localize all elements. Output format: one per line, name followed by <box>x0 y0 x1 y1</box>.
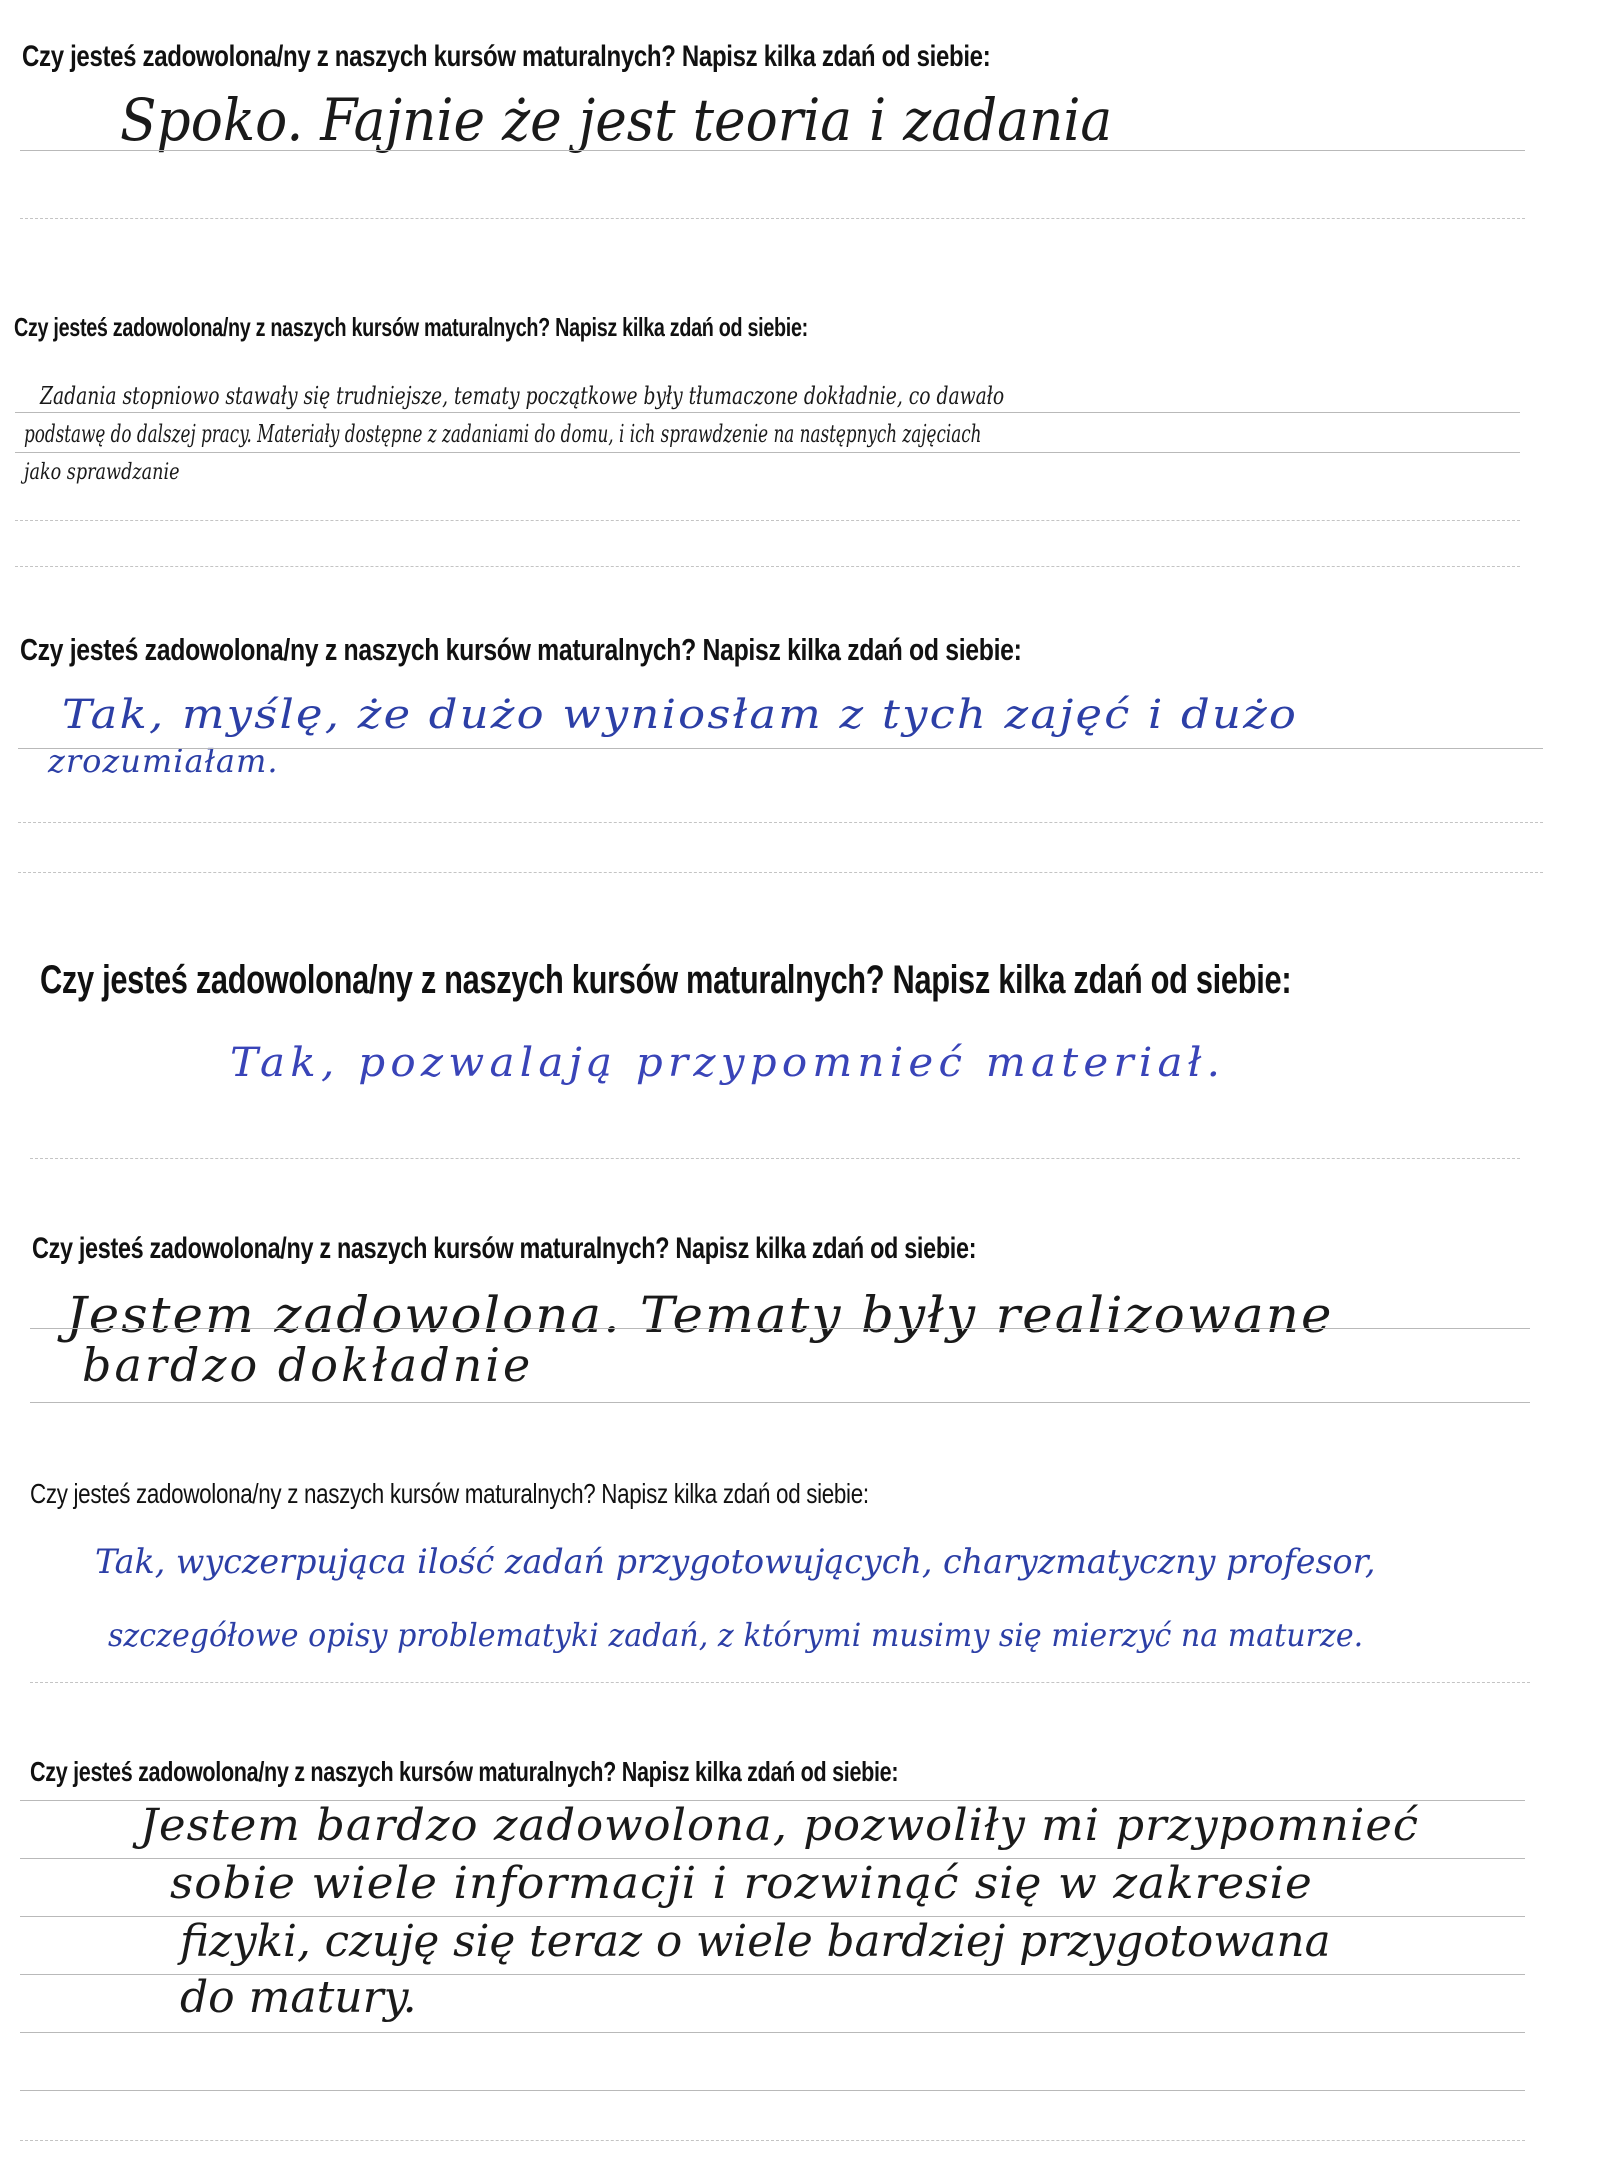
feedback-card-2 <box>0 270 1600 610</box>
handwritten-answer-line: zrozumiałam. <box>48 742 279 780</box>
feedback-card-5 <box>0 1220 1600 1460</box>
writing-line <box>15 452 1520 453</box>
feedback-card-6 <box>0 1460 1600 1740</box>
writing-line <box>15 412 1520 413</box>
handwritten-answer-line: bardzo dokładnie <box>82 1338 534 1392</box>
handwritten-answer-line: sobie wiele informacji i rozwinąć się w zakresie <box>170 1858 1313 1909</box>
feedback-card-4 <box>0 920 1600 1220</box>
writing-line <box>30 1158 1520 1159</box>
question-heading: Czy jesteś zadowolona/ny z naszych kursów maturalnych? Napisz kilka zdań od siebie: <box>32 1232 977 1265</box>
writing-line <box>18 822 1543 823</box>
writing-line <box>30 1682 1530 1683</box>
question-heading: Czy jesteś zadowolona/ny z naszych kursów maturalnych? Napisz kilka zdań od siebie: <box>14 312 808 342</box>
handwritten-answer-line: Zadania stopniowo stawały się trudniejsze, tematy początkowe były tłumaczone dokładnie, co dawało <box>40 382 1005 410</box>
handwritten-answer-line: Jestem zadowolona. Tematy były realizowane <box>66 1286 1334 1344</box>
question-heading: Czy jesteś zadowolona/ny z naszych kursów maturalnych? Napisz kilka zdań od siebie: <box>40 958 1292 1002</box>
handwritten-answer-line: Tak, myślę, że dużo wyniosłam z tych zajęć i dużo <box>62 692 1299 738</box>
handwritten-answer-line: Tak, wyczerpująca ilość zadań przygotowujących, charyzmatyczny profesor, <box>95 1542 1376 1582</box>
feedback-card-1 <box>0 0 1600 270</box>
writing-line <box>20 2090 1525 2091</box>
feedback-card-3 <box>0 610 1600 920</box>
writing-line <box>18 748 1543 749</box>
writing-line <box>15 566 1520 567</box>
handwritten-answer-line: do matury. <box>180 1972 417 2023</box>
writing-line <box>18 872 1543 873</box>
writing-line <box>20 218 1525 219</box>
question-heading: Czy jesteś zadowolona/ny z naszych kursów maturalnych? Napisz kilka zdań od siebie: <box>30 1478 869 1509</box>
writing-line <box>30 1328 1530 1329</box>
writing-line <box>30 1402 1530 1403</box>
writing-line <box>20 2140 1525 2141</box>
writing-line <box>15 520 1520 521</box>
handwritten-answer-line: fizyki, czuję się teraz o wiele bardziej przygotowana <box>180 1916 1331 1967</box>
writing-line <box>20 1800 1525 1801</box>
writing-line <box>20 1916 1525 1917</box>
writing-line <box>20 1858 1525 1859</box>
question-heading: Czy jesteś zadowolona/ny z naszych kursów maturalnych? Napisz kilka zdań od siebie: <box>30 1756 899 1787</box>
question-heading: Czy jesteś zadowolona/ny z naszych kursów maturalnych? Napisz kilka zdań od siebie: <box>22 40 991 73</box>
handwritten-answer-line: podstawę do dalszej pracy. Materiały dostępne z zadaniami do domu, i ich sprawdzenie na następnych zajęciach <box>24 420 982 448</box>
handwritten-answer-line: szczegółowe opisy problematyki zadań, z którymi musimy się mierzyć na maturze. <box>108 1616 1364 1654</box>
writing-line <box>20 2032 1525 2033</box>
feedback-card-7 <box>0 1740 1600 2163</box>
writing-line <box>20 150 1525 151</box>
handwritten-answer-line: Tak, pozwalają przypomnieć materiał. <box>230 1040 1226 1086</box>
handwritten-answer-line: jako sprawdzanie <box>24 460 180 485</box>
writing-line <box>20 1974 1525 1975</box>
handwritten-answer-line: Spoko. Fajnie że jest teoria i zadania <box>120 86 1113 154</box>
question-heading: Czy jesteś zadowolona/ny z naszych kursów maturalnych? Napisz kilka zdań od siebie: <box>20 632 1022 667</box>
handwritten-answer-line: Jestem bardzo zadowolona, pozwoliły mi przypomnieć <box>140 1800 1420 1851</box>
